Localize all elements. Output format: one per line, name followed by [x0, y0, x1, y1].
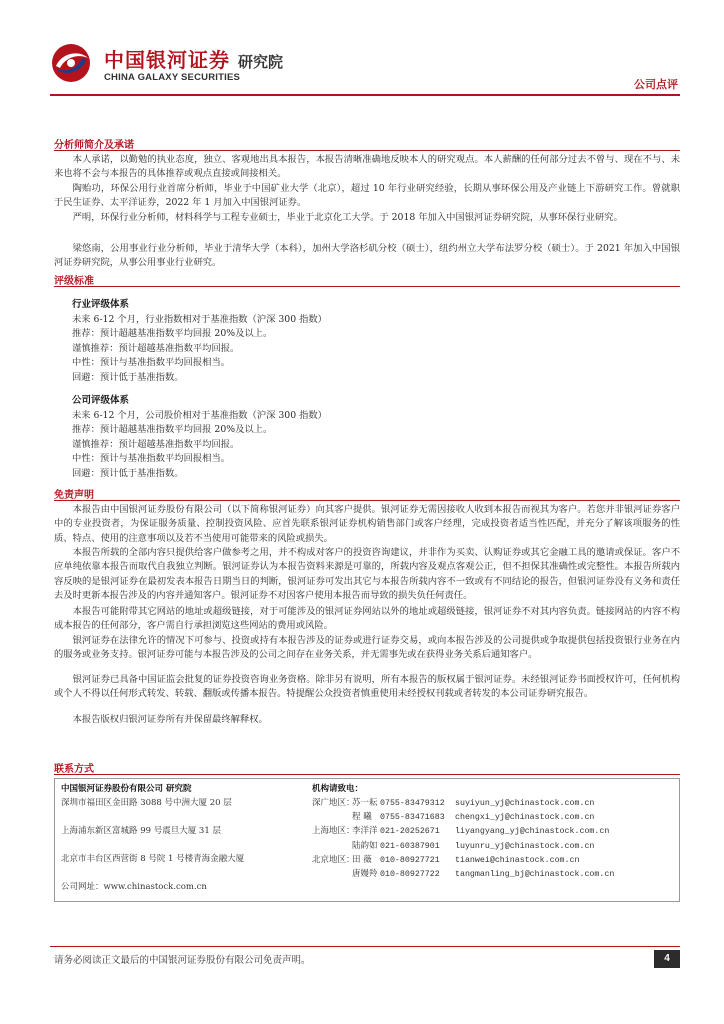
- institute-label: 研究院: [238, 53, 284, 71]
- industry-rating-title: 行业评级体系: [72, 299, 130, 310]
- sales-email[interactable]: luyunru_yj@chinastock.com.cn: [455, 841, 595, 851]
- sales-email[interactable]: chengxi_yj@chinastock.com.cn: [455, 813, 595, 823]
- galaxy-logo-icon: [50, 42, 92, 84]
- rating-line: 谨慎推荐：预计超越基准指数平均回报。: [72, 438, 240, 450]
- sales-name: 唐嫚羚: [352, 868, 378, 879]
- footer-disclaimer-note: 请务必阅读正文最后的中国银河证券股份有限公司免责声明。: [54, 955, 311, 966]
- disclaimer-paragraph: 本报告可能附带其它网站的地址或超级链接，对于可能涉及的银河证券网站以外的地址或超级链接，银河证券不对其内容负责。链接网站的内容不构成本报告的任何部分，客户需自行承担浏览这些网站的费用或风险。: [54, 606, 680, 632]
- analyst-commitment-paragraph: 本人承诺，以勤勉的执业态度，独立、客观地出具本报告，本报告清晰准确地反映本人的研究观点。本人薪酬的任何部分过去不曾与、现在不与、未来也将不会与本报告的具体推荐或观点直接或间接相关。: [54, 154, 680, 180]
- sales-contact-row: [312, 824, 678, 838]
- analyst-section-divider: [54, 150, 680, 151]
- contact-organization: 中国银河证券股份有限公司 研究院: [61, 784, 192, 794]
- disclaimer-section-title: 免责声明: [54, 490, 94, 501]
- rating-section-divider: [54, 286, 680, 287]
- rating-line: 中性：预计与基准指数平均回报相当。: [72, 357, 231, 369]
- contact-address: 北京市丰台区西营街 8 号院 1 号楼青海金融大厦: [61, 854, 245, 864]
- page-number: 4: [654, 950, 680, 968]
- rating-line: 推荐：预计超越基准指数平均回报 20%及以上。: [72, 328, 273, 340]
- page-header: [50, 38, 680, 98]
- sales-contact-row: [312, 810, 678, 824]
- industry-rating-block: [72, 298, 327, 386]
- disclaimer-paragraph: 本报告所载的全部内容只提供给客户做参考之用，并不构成对客户的投资咨询建议，并非作为买卖、认购证券或其它金融工具的邀请或保证。客户不应单纯依靠本报告而取代自我独立判断。银河证券认为本报告资料来源是可靠的，所载内容及观点客观公正，但不担保其准确性或完整性。本报告所载内容反映的是银河证券在最初发表本报告日期当日的判断，银河证券可发出其它与本报告所载内容不一致或有不同结论的报告，但银河证券没有义务和责任去及时更新本报告涉及的内容并通知客户。银河证券不对因客户使用本报告而导致的损失负任何责任。: [54, 547, 680, 601]
- sales-region: 深广地区：: [312, 798, 355, 808]
- disclaimer-paragraph: 银河证券已具备中国证监会批复的证券投资咨询业务资格。除非另有说明，所有本报告的版权属于银河证券。未经银河证券书面授权许可，任何机构或个人不得以任何形式转发、转载、翻版或传播本报告。特提醒公众投资者慎重使用未经授权刊载或者转发的本公司证券研究报告。: [54, 674, 680, 700]
- rating-line: 谨慎推荐：预计超越基准指数平均回报。: [72, 342, 240, 354]
- sales-contact-row: [312, 867, 678, 881]
- sales-phone[interactable]: 021-20252671: [380, 827, 440, 837]
- company-website[interactable]: 公司网址：www.chinastock.com.cn: [61, 882, 207, 892]
- sales-region: 上海地区：: [312, 826, 355, 837]
- logo-english-name: CHINA GALAXY SECURITIES: [104, 72, 241, 83]
- sales-contact-row: [312, 853, 678, 867]
- disclaimer-section-divider: [54, 500, 680, 501]
- sales-name: 陆韵如: [352, 840, 378, 851]
- sales-name: 田 薇: [352, 854, 372, 865]
- analyst-bio-paragraph: 梁悠南，公用事业行业分析师，毕业于清华大学（本科），加州大学洛杉矶分校（硕士），纽约州立大学布法罗分校（硕士）。于 2021 年加入中国银河证券研究院，从事公用事业行业研究。: [54, 243, 680, 269]
- disclaimer-paragraph: 本报告版权归银河证券所有并保留最终解释权。: [72, 714, 268, 725]
- sales-name: 李洋洋: [352, 826, 378, 837]
- sales-email[interactable]: suyiyun_yj@chinastock.com.cn: [455, 799, 595, 808]
- rating-line: 中性：预计与基准指数平均回报相当。: [72, 453, 231, 465]
- contact-address: 上海浦东新区富城路 99 号震旦大厦 31 层: [61, 826, 221, 836]
- contact-table: [54, 778, 680, 902]
- company-rating-block: [72, 394, 327, 482]
- sales-contact-column: [312, 782, 678, 881]
- analyst-bio-paragraph: 严明，环保行业分析师，材料科学与工程专业硕士，毕业于北京化工大学。于 2018 年加入中国银河证券研究院，从事环保行业研究。: [72, 212, 623, 223]
- rating-line: 回避：预计低于基准指数。: [72, 467, 184, 479]
- disclaimer-paragraph: 本报告由中国银河证券股份有限公司（以下简称银河证券）向其客户提供。银河证券无需因接收人收到本报告而视其为客户。若您并非银河证券客户中的专业投资者，为保证服务质量、控制投资风险、应首先联系银河证券机构销售部门或客户经理，完成投资者适当性匹配，并充分了解该项服务的性质、特点、使用的注意事项以及若不当使用可能带来的风险或损失。: [54, 504, 680, 544]
- sales-phone[interactable]: 010-80927721: [380, 855, 440, 865]
- contact-section-title: 联系方式: [54, 764, 94, 775]
- sales-contact-row: [312, 796, 678, 810]
- header-divider: [50, 94, 680, 96]
- analyst-section-title: 分析师简介及承诺: [54, 140, 134, 151]
- sales-email[interactable]: liyangyang_yj@chinastock.com.cn: [455, 827, 610, 837]
- sales-name: 苏一耘: [352, 798, 378, 808]
- disclaimer-paragraph: 银河证券在法律允许的情况下可参与、投资或持有本报告涉及的证券或进行证券交易，或向本报告涉及的公司提供或争取提供包括投资银行业务在内的服务或业务支持。银河证券可能与本报告涉及的公司之间存在业务关系，并无需事先或在获得业务关系后通知客户。: [54, 635, 680, 661]
- contact-address: 深圳市福田区金田路 3088 号中洲大厦 20 层: [61, 798, 232, 808]
- sales-phone[interactable]: 0755-83471683: [380, 813, 445, 823]
- rating-line: 未来 6-12 个月，行业指数相对于基准指数（沪深 300 指数）: [72, 313, 327, 325]
- sales-phone[interactable]: 0755-83479312: [380, 799, 445, 808]
- contact-section-divider: [54, 774, 680, 775]
- company-rating-title: 公司评级体系: [72, 395, 130, 406]
- rating-line: 未来 6-12 个月，公司股价相对于基准指数（沪深 300 指数）: [72, 409, 327, 421]
- report-type-label: 公司点评: [634, 78, 678, 91]
- sales-phone[interactable]: 010-80927722: [380, 869, 440, 879]
- rating-section-title: 评级标准: [54, 276, 94, 287]
- sales-email[interactable]: tangmanling_bj@chinastock.com.cn: [455, 869, 615, 879]
- sales-region: 北京地区：: [312, 854, 355, 865]
- rating-line: 回避：预计低于基准指数。: [72, 371, 184, 383]
- sales-contact-title: 机构请致电：: [312, 784, 364, 794]
- sales-name: 程 曦: [352, 812, 372, 823]
- analyst-bio-paragraph: 陶贻功，环保公用行业首席分析师，毕业于中国矿业大学（北京），超过 10 年行业研究经验，长期从事环保公用及产业链上下游研究工作。曾就职于民生证券、太平洋证券，2022 年 1 月加入中国银河证券。: [54, 183, 680, 209]
- sales-email[interactable]: tianwei@chinastock.com.cn: [455, 855, 580, 865]
- rating-line: 推荐：预计超越基准指数平均回报 20%及以上。: [72, 424, 273, 436]
- sales-contact-row: [312, 839, 678, 853]
- sales-phone[interactable]: 021-60387901: [380, 841, 440, 851]
- logo-chinese-name: 中国银河证券: [104, 48, 230, 72]
- footer-divider: [50, 946, 680, 947]
